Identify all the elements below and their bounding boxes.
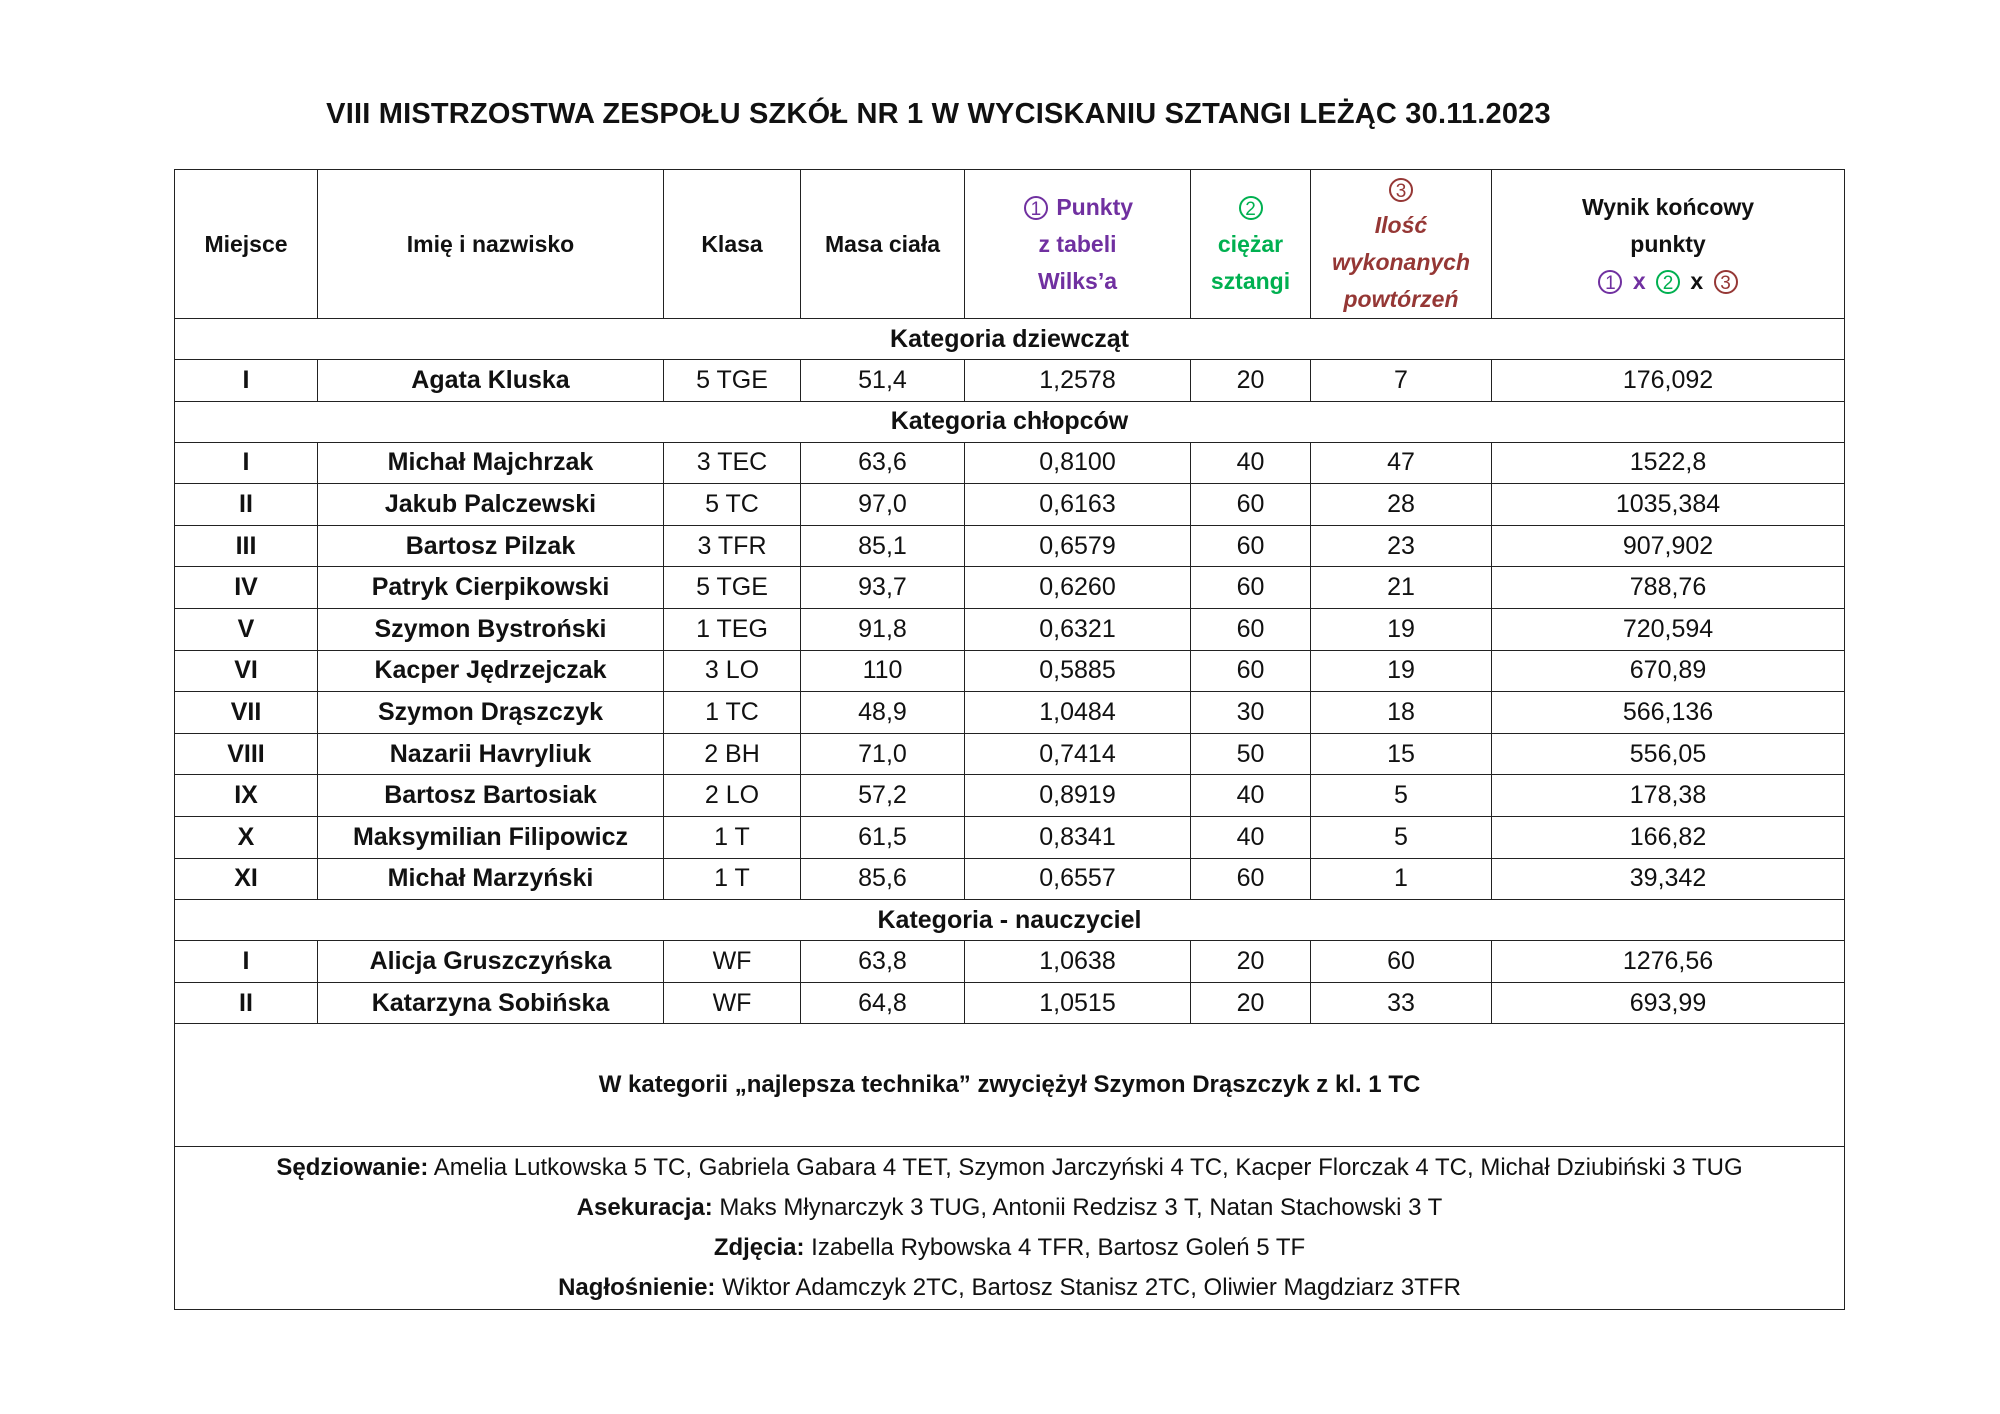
credits-row xyxy=(175,1147,1845,1310)
wilks-cell: 0,7414 xyxy=(965,733,1191,775)
place-cell: I xyxy=(175,941,318,983)
wilks-cell: 0,6579 xyxy=(965,525,1191,567)
category-label: Kategoria chłopców xyxy=(175,401,1845,442)
results-body xyxy=(175,319,1845,1024)
reps-cell: 5 xyxy=(1311,816,1492,858)
place-cell: X xyxy=(175,816,318,858)
reps-cell: 60 xyxy=(1311,941,1492,983)
barbell-weight-cell: 60 xyxy=(1191,650,1311,692)
wilks-cell: 1,2578 xyxy=(965,360,1191,402)
table-row xyxy=(175,608,1845,650)
place-cell: II xyxy=(175,484,318,526)
class-cell: 5 TGE xyxy=(664,360,801,402)
reps-cell: 19 xyxy=(1311,650,1492,692)
name-cell: Katarzyna Sobińska xyxy=(318,982,664,1024)
name-cell: Szymon Drąszczyk xyxy=(318,692,664,734)
bodyweight-cell: 110 xyxy=(801,650,965,692)
final-score-cell: 1522,8 xyxy=(1492,442,1845,484)
reps-cell: 1 xyxy=(1311,858,1492,900)
results-table xyxy=(174,169,1845,1310)
final-score-cell: 907,902 xyxy=(1492,525,1845,567)
name-cell: Nazarii Havryliuk xyxy=(318,733,664,775)
wilks-cell: 0,6321 xyxy=(965,608,1191,650)
class-cell: WF xyxy=(664,982,801,1024)
name-cell: Szymon Bystroński xyxy=(318,608,664,650)
circled-number-1: 1 xyxy=(1598,270,1622,294)
name-cell: Jakub Palczewski xyxy=(318,484,664,526)
col-header-ciezar: 2 ciężar sztangi xyxy=(1191,170,1311,319)
credit-line-asekuracja: Asekuracja: Maks Młynarczyk 3 TUG, Antonii Redzisz 3 T, Natan Stachowski 3 T xyxy=(576,1194,1443,1222)
final-score-cell: 1276,56 xyxy=(1492,941,1845,983)
place-cell: IV xyxy=(175,567,318,609)
category-row xyxy=(175,900,1845,941)
category-label: Kategoria - nauczyciel xyxy=(175,900,1845,941)
bodyweight-cell: 57,2 xyxy=(801,775,965,817)
barbell-weight-cell: 60 xyxy=(1191,567,1311,609)
wilks-cell: 0,8919 xyxy=(965,775,1191,817)
reps-cell: 5 xyxy=(1311,775,1492,817)
final-score-cell: 670,89 xyxy=(1492,650,1845,692)
final-score-cell: 1035,384 xyxy=(1492,484,1845,526)
class-cell: 3 TEC xyxy=(664,442,801,484)
col-header-masa: Masa ciała xyxy=(801,170,965,319)
bodyweight-cell: 63,8 xyxy=(801,941,965,983)
bodyweight-cell: 61,5 xyxy=(801,816,965,858)
reps-cell: 47 xyxy=(1311,442,1492,484)
place-cell: I xyxy=(175,360,318,402)
place-cell: VII xyxy=(175,692,318,734)
table-row xyxy=(175,858,1845,900)
name-cell: Patryk Cierpikowski xyxy=(318,567,664,609)
category-label: Kategoria dziewcząt xyxy=(175,319,1845,360)
col-header-wilks: 1 Punkty z tabeli Wilks’a xyxy=(965,170,1191,319)
bodyweight-cell: 71,0 xyxy=(801,733,965,775)
wilks-cell: 1,0638 xyxy=(965,941,1191,983)
place-cell: I xyxy=(175,442,318,484)
category-row xyxy=(175,319,1845,360)
table-row xyxy=(175,484,1845,526)
class-cell: 1 T xyxy=(664,816,801,858)
table-row xyxy=(175,650,1845,692)
final-score-cell: 39,342 xyxy=(1492,858,1845,900)
circled-number-2: 2 xyxy=(1656,270,1680,294)
reps-cell: 18 xyxy=(1311,692,1492,734)
class-cell: 2 BH xyxy=(664,733,801,775)
circled-number-3: 3 xyxy=(1389,178,1413,202)
barbell-weight-cell: 40 xyxy=(1191,442,1311,484)
final-score-cell: 166,82 xyxy=(1492,816,1845,858)
col-header-imie: Imię i nazwisko xyxy=(318,170,664,319)
col-header-miejsce: Miejsce xyxy=(175,170,318,319)
place-cell: XI xyxy=(175,858,318,900)
final-score-cell: 788,76 xyxy=(1492,567,1845,609)
col-header-ilosc: 3 Ilość wykonanych powtórzeń xyxy=(1311,170,1492,319)
bodyweight-cell: 93,7 xyxy=(801,567,965,609)
category-row xyxy=(175,401,1845,442)
wilks-cell: 1,0484 xyxy=(965,692,1191,734)
table-row xyxy=(175,567,1845,609)
bodyweight-cell: 91,8 xyxy=(801,608,965,650)
reps-cell: 15 xyxy=(1311,733,1492,775)
final-score-cell: 566,136 xyxy=(1492,692,1845,734)
bodyweight-cell: 85,6 xyxy=(801,858,965,900)
credit-line-zdjecia: Zdjęcia: Izabella Rybowska 4 TFR, Bartosz Goleń 5 TF xyxy=(713,1234,1306,1262)
col-header-wynik: Wynik końcowy punkty 1 x 2 x 3 xyxy=(1492,170,1845,319)
wilks-cell: 0,8341 xyxy=(965,816,1191,858)
class-cell: 1 T xyxy=(664,858,801,900)
wilks-cell: 0,6557 xyxy=(965,858,1191,900)
barbell-weight-cell: 20 xyxy=(1191,941,1311,983)
place-cell: III xyxy=(175,525,318,567)
place-cell: II xyxy=(175,982,318,1024)
final-score-cell: 176,092 xyxy=(1492,360,1845,402)
barbell-weight-cell: 30 xyxy=(1191,692,1311,734)
barbell-weight-cell: 20 xyxy=(1191,982,1311,1024)
barbell-weight-cell: 60 xyxy=(1191,858,1311,900)
name-cell: Kacper Jędrzejczak xyxy=(318,650,664,692)
wilks-cell: 0,6163 xyxy=(965,484,1191,526)
barbell-weight-cell: 20 xyxy=(1191,360,1311,402)
wilks-cell: 0,8100 xyxy=(965,442,1191,484)
class-cell: 5 TC xyxy=(664,484,801,526)
name-cell: Alicja Gruszczyńska xyxy=(318,941,664,983)
barbell-weight-cell: 60 xyxy=(1191,608,1311,650)
wilks-cell: 1,0515 xyxy=(965,982,1191,1024)
reps-cell: 28 xyxy=(1311,484,1492,526)
col-header-klasa: Klasa xyxy=(664,170,801,319)
barbell-weight-cell: 60 xyxy=(1191,525,1311,567)
formula: 1 x 2 x 3 xyxy=(1492,263,1844,300)
page-title: VIII MISTRZOSTWA ZESPOŁU SZKÓŁ NR 1 W WYCISKANIU SZTANGI LEŻĄC 30.11.2023 xyxy=(326,98,1551,130)
reps-cell: 7 xyxy=(1311,360,1492,402)
bodyweight-cell: 63,6 xyxy=(801,442,965,484)
circled-number-1: 1 xyxy=(1024,196,1048,220)
credit-line-sedziowanie: Sędziowanie: Amelia Lutkowska 5 TC, Gabriela Gabara 4 TET, Szymon Jarczyński 4 TC, Kacper Florczak 4 TC, Michał Dziubiński 3 TUG xyxy=(276,1154,1743,1182)
table-row xyxy=(175,360,1845,402)
bodyweight-cell: 48,9 xyxy=(801,692,965,734)
name-cell: Bartosz Pilzak xyxy=(318,525,664,567)
barbell-weight-cell: 40 xyxy=(1191,816,1311,858)
name-cell: Michał Majchrzak xyxy=(318,442,664,484)
reps-cell: 33 xyxy=(1311,982,1492,1024)
wilks-cell: 0,6260 xyxy=(965,567,1191,609)
circled-number-2: 2 xyxy=(1239,196,1263,220)
table-row xyxy=(175,692,1845,734)
wilks-cell: 0,5885 xyxy=(965,650,1191,692)
place-cell: IX xyxy=(175,775,318,817)
header-row xyxy=(175,170,1845,319)
place-cell: VIII xyxy=(175,733,318,775)
bodyweight-cell: 97,0 xyxy=(801,484,965,526)
class-cell: 3 TFR xyxy=(664,525,801,567)
class-cell: 1 TEG xyxy=(664,608,801,650)
barbell-weight-cell: 40 xyxy=(1191,775,1311,817)
barbell-weight-cell: 60 xyxy=(1191,484,1311,526)
credits xyxy=(175,1147,1845,1310)
class-cell: WF xyxy=(664,941,801,983)
barbell-weight-cell: 50 xyxy=(1191,733,1311,775)
note-row xyxy=(175,1024,1845,1147)
table-row xyxy=(175,775,1845,817)
table-row xyxy=(175,816,1845,858)
reps-cell: 23 xyxy=(1311,525,1492,567)
reps-cell: 21 xyxy=(1311,567,1492,609)
circled-number-3: 3 xyxy=(1714,270,1738,294)
name-cell: Maksymilian Filipowicz xyxy=(318,816,664,858)
table-row xyxy=(175,525,1845,567)
final-score-cell: 720,594 xyxy=(1492,608,1845,650)
table-row xyxy=(175,733,1845,775)
place-cell: VI xyxy=(175,650,318,692)
final-score-cell: 178,38 xyxy=(1492,775,1845,817)
class-cell: 5 TGE xyxy=(664,567,801,609)
credit-line-naglosnienie: Nagłośnienie: Wiktor Adamczyk 2TC, Bartosz Stanisz 2TC, Oliwier Magdziarz 3TFR xyxy=(558,1274,1461,1302)
final-score-cell: 556,05 xyxy=(1492,733,1845,775)
reps-cell: 19 xyxy=(1311,608,1492,650)
best-technique-note: W kategorii „najlepsza technika” zwyciężył Szymon Drąszczyk z kl. 1 TC xyxy=(175,1024,1845,1147)
class-cell: 1 TC xyxy=(664,692,801,734)
name-cell: Agata Kluska xyxy=(318,360,664,402)
class-cell: 2 LO xyxy=(664,775,801,817)
place-cell: V xyxy=(175,608,318,650)
bodyweight-cell: 85,1 xyxy=(801,525,965,567)
class-cell: 3 LO xyxy=(664,650,801,692)
name-cell: Michał Marzyński xyxy=(318,858,664,900)
table-row xyxy=(175,941,1845,983)
bodyweight-cell: 64,8 xyxy=(801,982,965,1024)
bodyweight-cell: 51,4 xyxy=(801,360,965,402)
final-score-cell: 693,99 xyxy=(1492,982,1845,1024)
name-cell: Bartosz Bartosiak xyxy=(318,775,664,817)
table-row xyxy=(175,442,1845,484)
table-row xyxy=(175,982,1845,1024)
